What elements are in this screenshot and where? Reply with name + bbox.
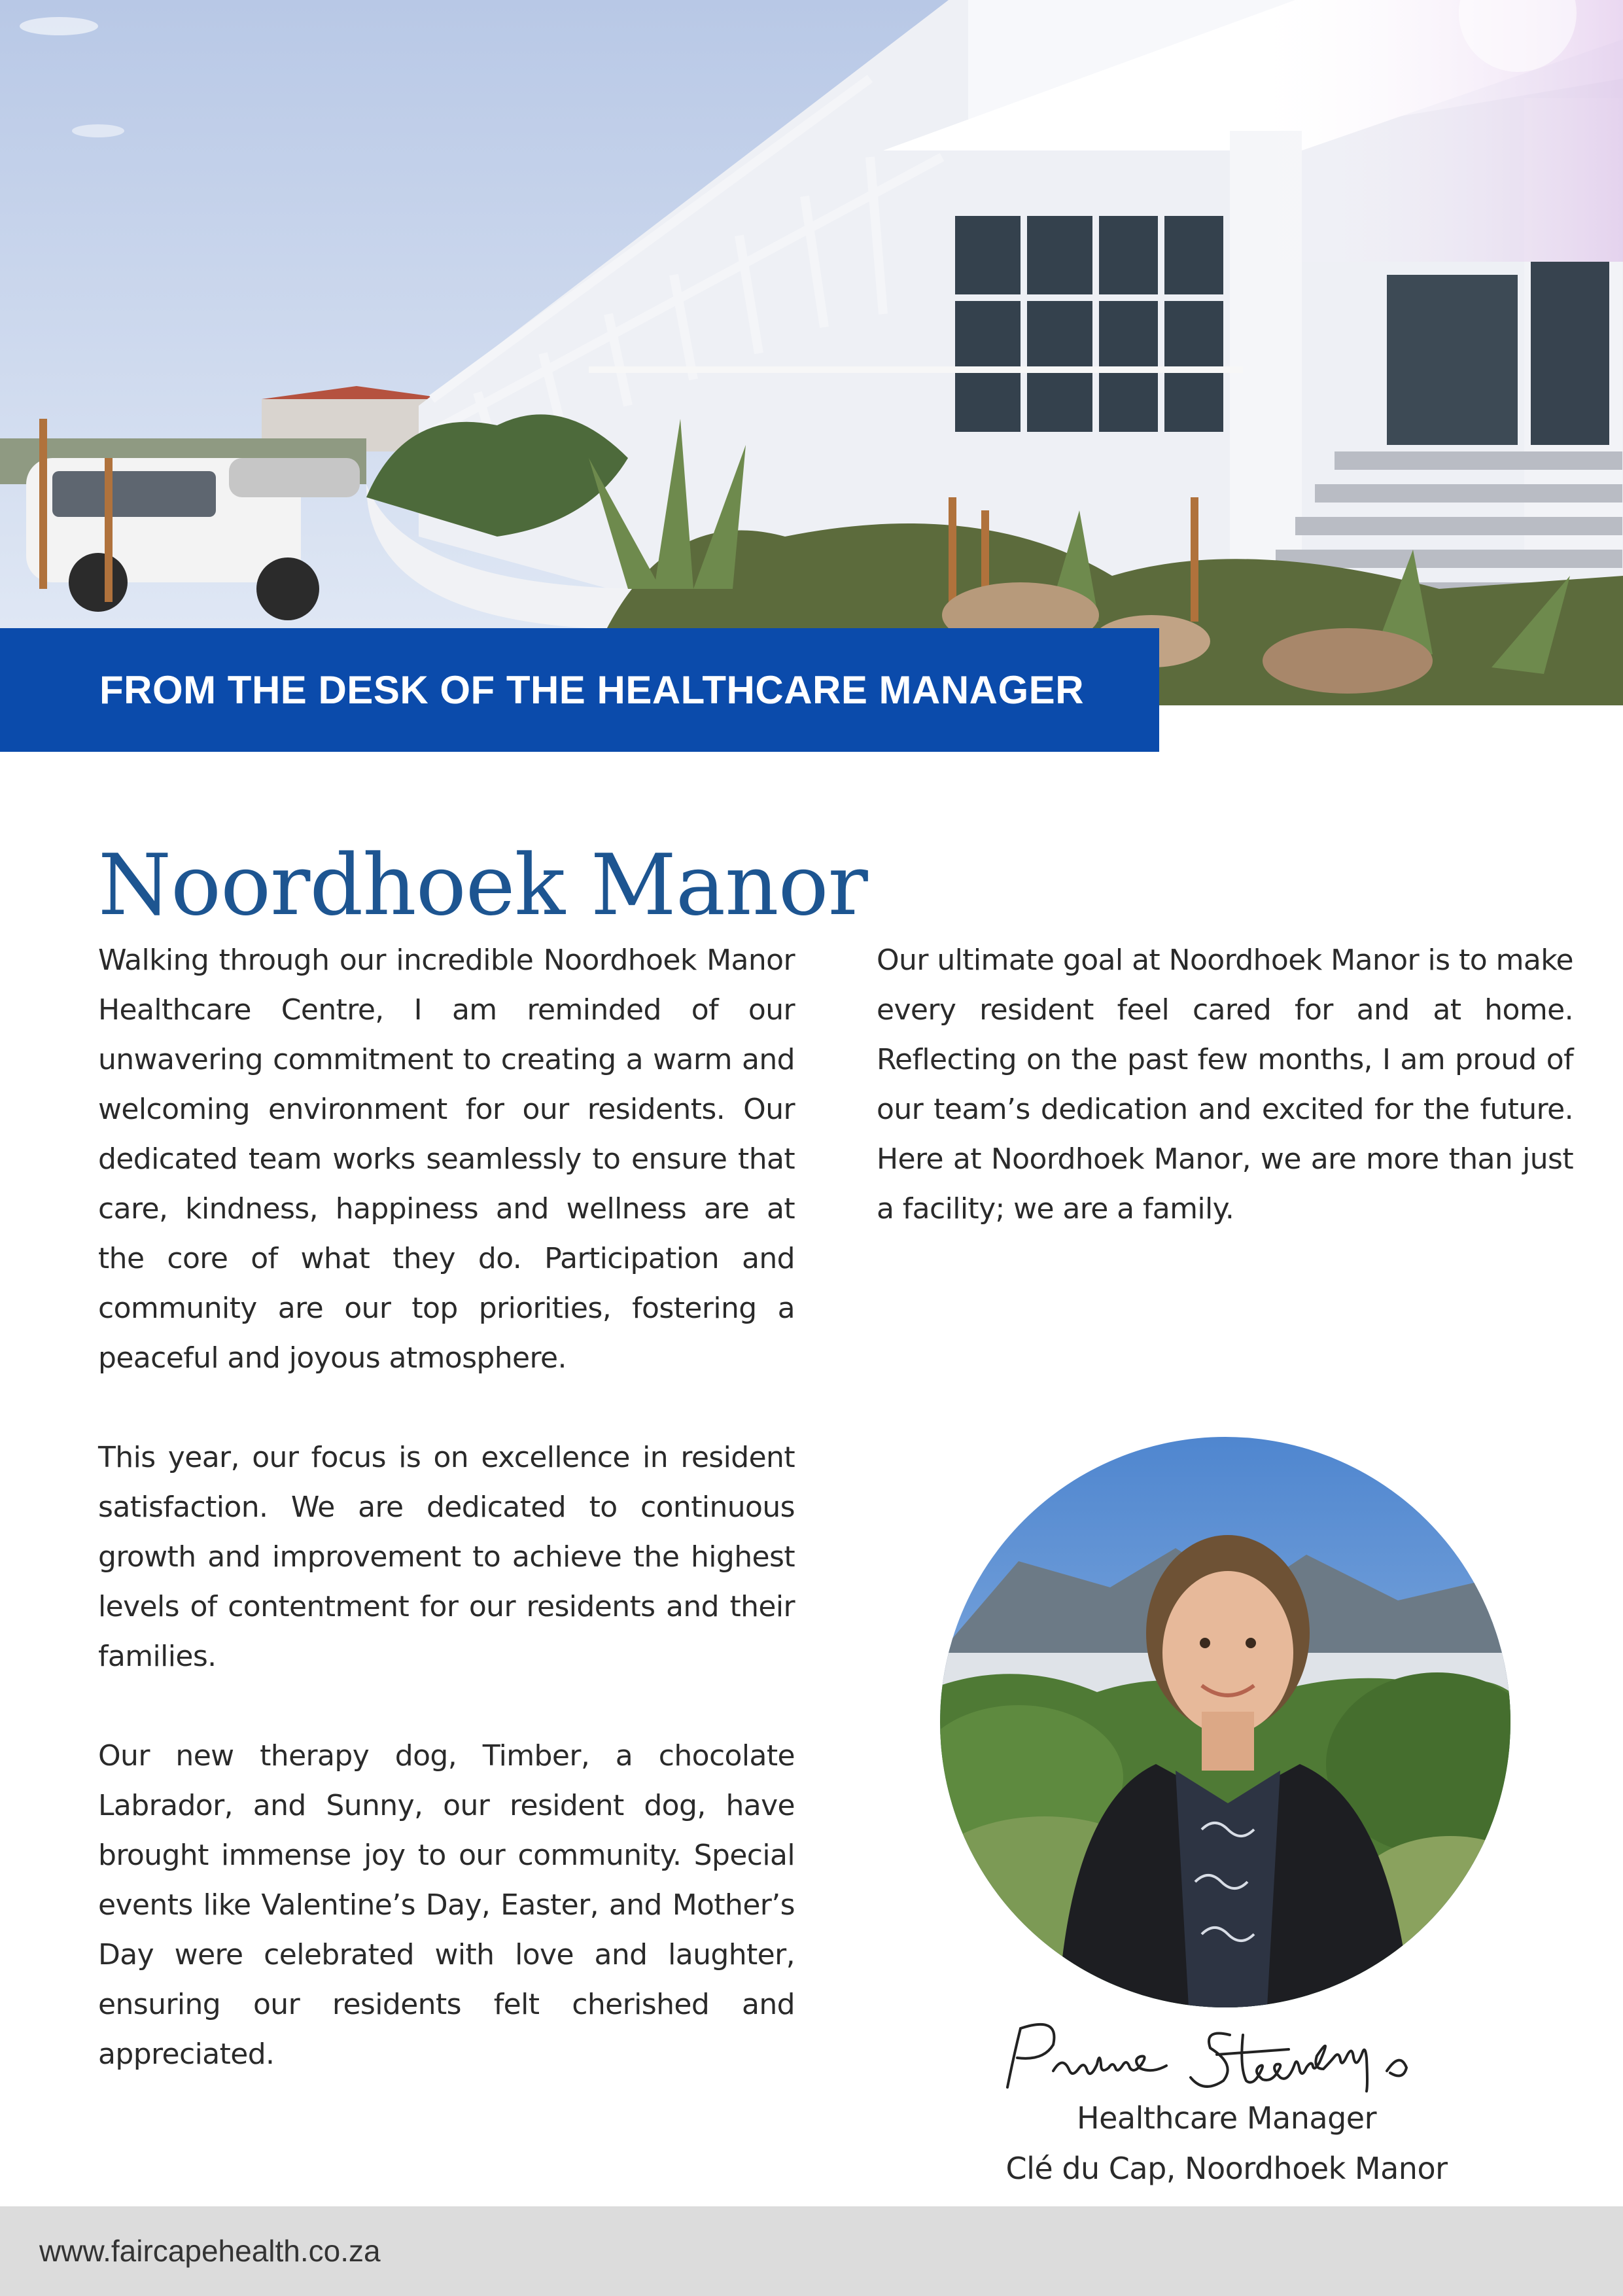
hero-photo-illustration — [0, 0, 1623, 705]
signature-illustration — [981, 2009, 1472, 2107]
page-footer — [0, 2206, 1623, 2296]
article-paragraph: Our new therapy dog, Timber, a chocolate Labrador, and Sunny, our resident dog, have brought immense joy to our community. Special events like Valentine’s Day, Easter, and Mother’s Day were celebrated with love and laughter, ensuring our residents felt cherished and appreciated. — [98, 1739, 795, 2071]
manager-location: Clé du Cap, Noordhoek Manor — [1005, 2151, 1448, 2186]
article-right-column — [877, 936, 1573, 1234]
article-paragraph: Our ultimate goal at Noordhoek Manor is to make every resident feel cared for and at home. Reflecting on the past few months, I am proud of our team’s dedication and excited for the future. Here at Noordhoek Manor, we are more than just a facility; we are a family. — [877, 944, 1573, 1226]
manager-role: Healthcare Manager — [1077, 2100, 1376, 2136]
article-paragraph: This year, our focus is on excellence in resident satisfaction. We are dedicated to continuous growth and improvement to achieve the highest levels of contentment for our residents and their families. — [98, 1441, 795, 1673]
article-left-column — [98, 936, 795, 2079]
article-paragraph: Walking through our incredible Noordhoek Manor Healthcare Centre, I am reminded of our unwavering commitment to creating a warm and welcoming environment for our residents. Our dedicated team works seamlessly to ensure that care, kindness, happiness and wellness are at the core of what they do. Participation and community are our top priorities, fostering a peaceful and joyous atmosphere. — [98, 944, 795, 1375]
manager-signature — [981, 2009, 1472, 2107]
banner-title: FROM THE DESK OF THE HEALTHCARE MANAGER — [99, 668, 1085, 712]
manager-portrait — [940, 1437, 1510, 2007]
section-banner — [0, 628, 1159, 752]
portrait-illustration — [940, 1437, 1510, 2007]
website-link[interactable]: www.faircapehealth.co.za — [39, 2234, 381, 2268]
page-title: Noordhoek Manor — [98, 836, 867, 934]
hero-building-photo — [0, 0, 1623, 705]
